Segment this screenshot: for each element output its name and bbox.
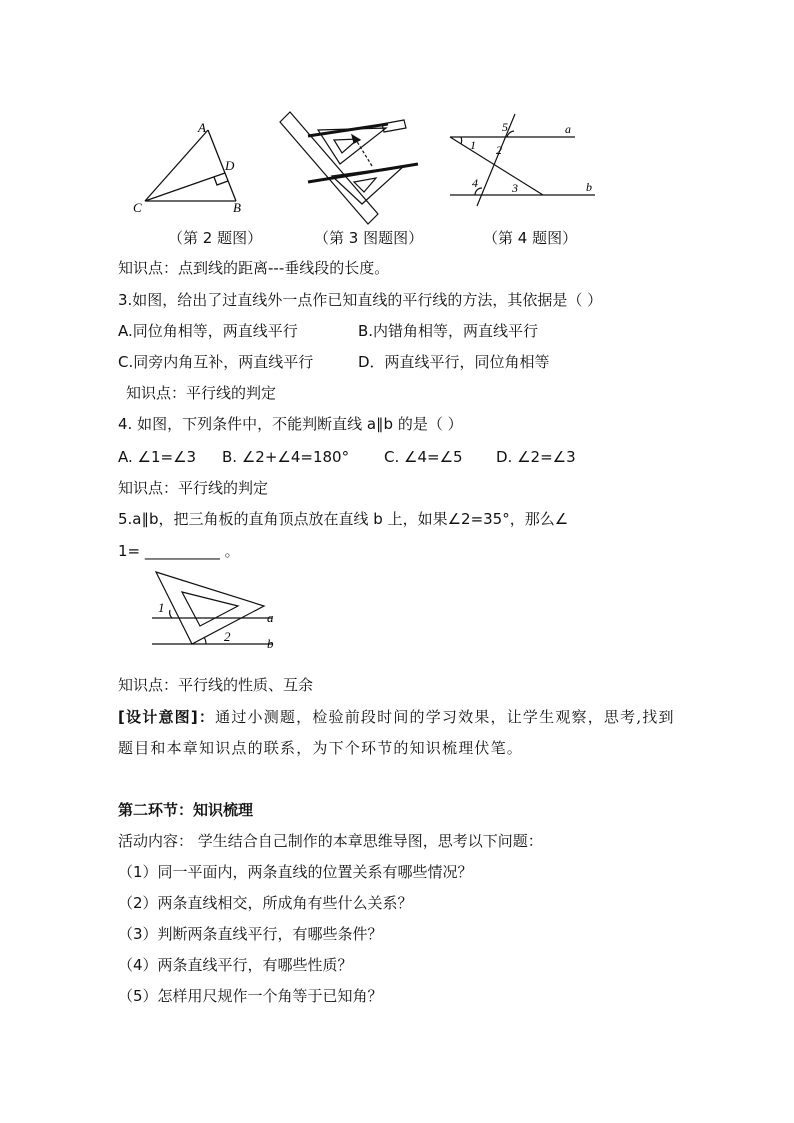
label-b: b — [586, 180, 592, 194]
slide-direction-arrow — [356, 140, 372, 166]
knowledge-point-q5: 知识点：平行线的性质、互余 — [118, 676, 314, 694]
question-3-option-d: D．两直线平行，同位角相等 — [358, 353, 550, 371]
question-3-option-c: C.同旁内角互补，两直线平行 — [118, 353, 314, 371]
set-square-outer — [156, 572, 264, 644]
label-1: 1 — [158, 600, 165, 615]
question-3: 3.如图，给出了过直线外一点作已知直线的平行线的方法，其依据是（ ） — [118, 291, 603, 309]
angle-arc-1 — [170, 610, 172, 618]
design-intent-line-1 — [118, 707, 675, 727]
label-a: a — [565, 122, 571, 136]
transversal-1 — [477, 114, 515, 206]
activity-content: 活动内容： 学生结合自己制作的本章思维导图，思考以下问题： — [118, 832, 543, 850]
knowledge-point-q2: 知识点：点到线的距离---垂线段的长度。 — [118, 259, 390, 277]
design-intent-label: [设计意图]： — [118, 708, 216, 726]
angle-arc-1 — [461, 137, 462, 144]
design-intent-text-1: 通过小测题，检验前段时间的学习效果，让学生观察，思考,找到 — [215, 708, 675, 726]
label-b: b — [267, 636, 274, 650]
label-2: 2 — [224, 629, 231, 644]
label-a: A — [198, 120, 206, 135]
label-5: 5 — [502, 120, 508, 134]
question-3-option-b: B.内错角相等，两直线平行 — [358, 322, 539, 340]
arrow-head — [352, 135, 360, 143]
figure-4-parallel-lines — [445, 112, 605, 207]
question-3-option-a: A.同位角相等，两直线平行 — [118, 322, 298, 340]
knowledge-point-q3: 知识点：平行线的判定 — [126, 384, 277, 402]
question-5-line-2: 1= __________ 。 — [118, 542, 240, 560]
question-4-option-a: A. ∠1=∠3 — [118, 448, 197, 466]
label-1: 1 — [470, 138, 476, 152]
figure-2-caption: （第 2 题图） — [168, 229, 263, 247]
label-4: 4 — [472, 176, 478, 190]
figure-2-triangle — [128, 118, 258, 218]
label-3: 3 — [512, 181, 518, 195]
pencil — [382, 120, 406, 132]
label-c: C — [133, 200, 142, 215]
question-4-option-c: C. ∠4=∠5 — [384, 448, 463, 466]
knowledge-point-q4: 知识点：平行线的判定 — [118, 479, 269, 497]
figure-3-ruler-setsquare — [278, 110, 428, 230]
question-4-option-b: B. ∠2+∠4=180° — [222, 448, 350, 466]
label-2: 2 — [496, 143, 502, 157]
set-square-inner — [182, 592, 238, 626]
figure-5-setsquare-parallel — [150, 568, 285, 650]
figure-3-caption: （第 3 图题图） — [314, 229, 424, 247]
section-2-title: 第二环节：知识梳理 — [118, 801, 254, 819]
angle-arc-2 — [204, 637, 206, 644]
question-5-line-1: 5.a∥b，把三角板的直角顶点放在直线 b 上，如果∠2=35°，那么∠ — [118, 510, 569, 528]
question-4: 4. 如图，下列条件中，不能判断直线 a∥b 的是（ ） — [118, 415, 463, 433]
question-item-5: （5）怎样用尺规作一个角等于已知角？ — [118, 987, 383, 1005]
right-angle-mark — [214, 177, 228, 185]
figure-4-caption: （第 4 题图） — [483, 229, 578, 247]
label-b: B — [233, 200, 241, 215]
question-item-3: （3）判断两条直线平行，有哪些条件？ — [118, 925, 383, 943]
label-a: a — [267, 610, 274, 625]
label-d: D — [225, 158, 235, 173]
question-item-1: （1）同一平面内，两条直线的位置关系有哪些情况？ — [118, 863, 473, 881]
question-item-4: （4）两条直线平行，有哪些性质？ — [118, 956, 353, 974]
design-intent-line-2: 题目和本章知识点的联系，为下个环节的知识梳理伏笔。 — [118, 739, 524, 757]
question-item-2: （2）两条直线相交，所成角有些什么关系？ — [118, 894, 413, 912]
question-4-option-d: D. ∠2=∠3 — [496, 448, 576, 466]
